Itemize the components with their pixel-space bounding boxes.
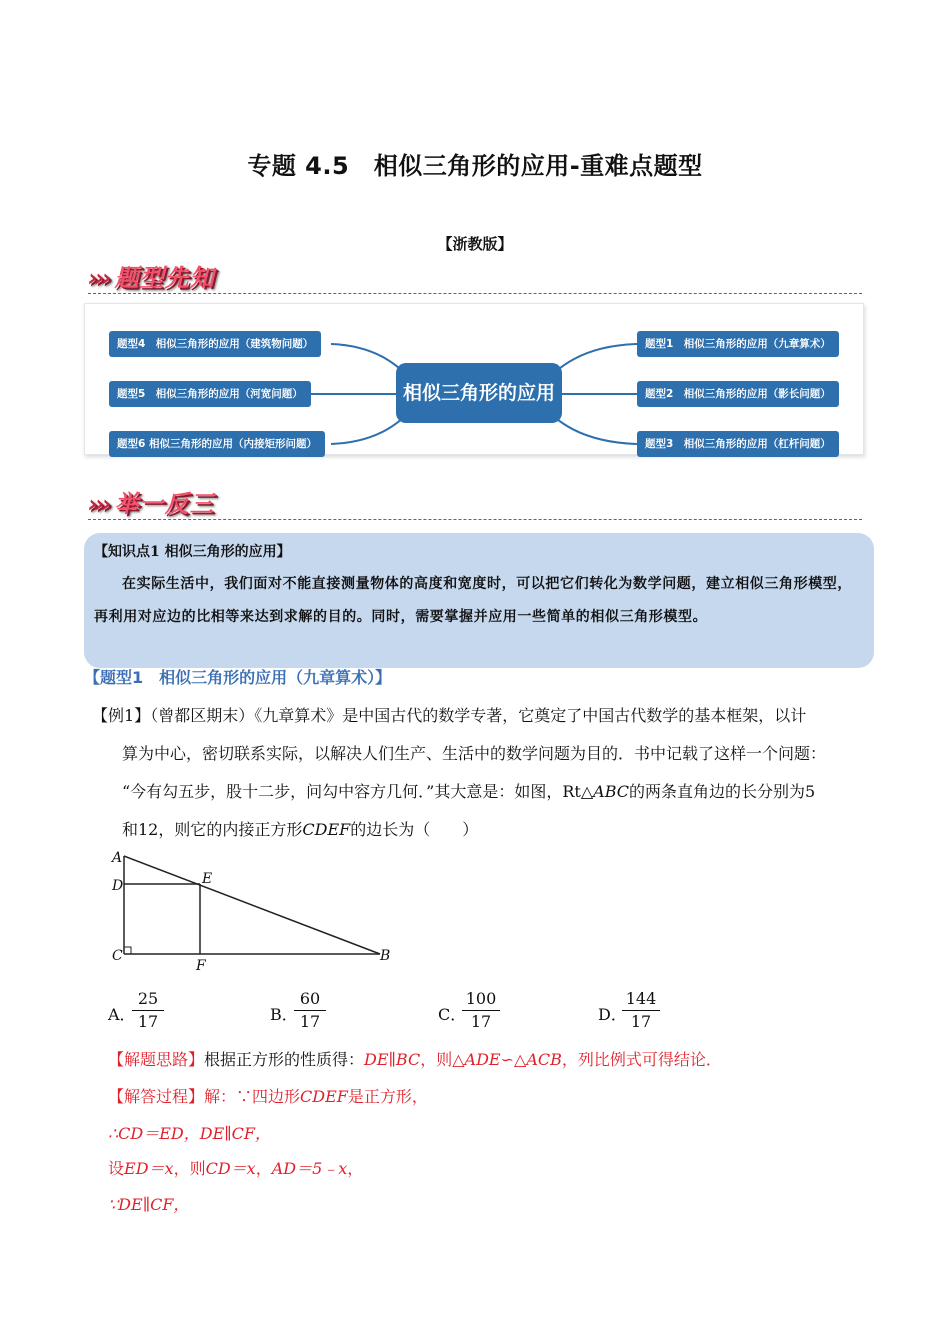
example-line3c: 的两条直角边的长分别为5: [629, 782, 816, 801]
numerator: 144: [622, 988, 660, 1011]
label-b: B: [380, 948, 391, 964]
mindmap-node-type4: 题型4 相似三角形的应用（建筑物问题）: [109, 331, 321, 357]
numerator: 25: [132, 988, 164, 1011]
answer-choices: [108, 988, 748, 1036]
example-line1: （曾都区期末）《九章算术》是中国古代的数学专著，它奠定了中国古代数学的基本框架，以计: [150, 706, 807, 725]
example-line3a: “今有勾五步，股十二步，问勾中容方几何．”其大意是：如图，Rt△: [122, 782, 594, 801]
mindmap-node-type6: 题型6 相似三角形的应用（内接矩形问题）: [109, 431, 325, 457]
solution-step-2: [108, 1156, 363, 1179]
label-e: E: [202, 871, 213, 887]
label-a: A: [112, 850, 123, 866]
preview-banner-text: 题型先知: [114, 264, 215, 292]
idea-math: ACB: [526, 1050, 562, 1069]
practice-banner-text: 举一反三: [114, 490, 215, 518]
mindmap: [84, 303, 864, 455]
step2-text: ，: [347, 1159, 364, 1178]
mindmap-node-type2: 题型2 相似三角形的应用（影长问题）: [637, 381, 839, 407]
example-line2: 算为中心，密切联系实际，以解决人们生产、生活中的数学问题为目的．书中记载了这样一个问题：: [122, 744, 827, 763]
example-text: [92, 697, 870, 849]
label-d: D: [112, 878, 124, 894]
step2-text: ，: [255, 1159, 272, 1178]
mindmap-center: 相似三角形的应用: [396, 363, 562, 423]
triangle-figure: [108, 846, 408, 974]
divider: [88, 519, 862, 520]
choice-label: C．: [438, 1005, 467, 1024]
step2-text: ，则: [173, 1159, 206, 1178]
numerator: 100: [462, 988, 500, 1011]
example-label: 【例1】: [92, 706, 151, 725]
mindmap-node-type1: 题型1 相似三角形的应用（九章算术）: [637, 331, 839, 357]
arrows-icon: ›››: [88, 264, 109, 292]
denominator: 17: [137, 1012, 159, 1031]
denominator: 17: [630, 1012, 652, 1031]
example-line4a: 和12，则它的内接正方形: [122, 820, 303, 839]
mindmap-node-type5: 题型5 相似三角形的应用（河宽问题）: [109, 381, 311, 407]
process-text: 是正方形，: [347, 1087, 428, 1106]
idea-text: 根据正方形的性质得：: [204, 1050, 365, 1069]
edition-label: 【浙教版】: [437, 235, 513, 253]
idea-math: ADE: [464, 1050, 501, 1069]
divider: [88, 293, 862, 294]
step2-math: AD＝5﹣x: [271, 1159, 348, 1178]
step2-text: 设: [108, 1159, 125, 1178]
solution-process: [108, 1084, 428, 1107]
choice-label: B．: [270, 1005, 298, 1024]
process-tag: 【解答过程】: [108, 1087, 205, 1106]
question-type-heading: 【题型1 相似三角形的应用（九章算术）】: [84, 668, 392, 687]
example-line4c: 的边长为（ ）: [350, 820, 479, 839]
mindmap-node-type3: 题型3 相似三角形的应用（杠杆问题）: [637, 431, 839, 457]
process-math: CDEF: [300, 1087, 348, 1106]
arrows-icon: ›››: [88, 490, 109, 518]
numerator: 60: [294, 988, 326, 1011]
idea-tag: 【解题思路】: [108, 1050, 205, 1069]
solution-step-1: ∴CD＝ED，DE∥CF，: [108, 1124, 272, 1143]
solution-step-3: ∵DE∥CF，: [108, 1195, 190, 1214]
process-text: 解：∵四边形: [204, 1087, 301, 1106]
solution-idea: [108, 1047, 722, 1070]
idea-text: ∽△: [500, 1050, 527, 1069]
step2-math: ED＝x: [124, 1159, 174, 1178]
label-f: F: [196, 958, 206, 974]
idea-math: DE∥BC: [364, 1050, 421, 1069]
choice-label: D．: [598, 1005, 627, 1024]
idea-text: ，则△: [420, 1050, 465, 1069]
choice-label: A．: [108, 1005, 136, 1024]
page-title: 专题 4.5 相似三角形的应用-重难点题型: [247, 152, 703, 180]
denominator: 17: [299, 1012, 321, 1031]
example-abc: ABC: [593, 782, 630, 801]
denominator: 17: [470, 1012, 492, 1031]
right-angle-mark: [124, 947, 131, 954]
example-cdef: CDEF: [302, 820, 351, 839]
knowledge-body: 在实际生活中，我们面对不能直接测量物体的高度和宽度时，可以把它们转化为数学问题，建立相似三角形模型，再利用对应边的比相等来达到求解的目的。同时，需要掌握并应用一些简单的相似三角形模型。: [94, 576, 852, 625]
label-c: C: [112, 948, 123, 964]
side-ab: [124, 856, 380, 954]
preview-banner: [88, 258, 215, 293]
practice-banner: [88, 484, 215, 519]
knowledge-title: 【知识点1 相似三角形的应用】: [94, 544, 291, 560]
idea-text: ，列比例式可得结论．: [561, 1050, 722, 1069]
step2-math: CD＝x: [205, 1159, 256, 1178]
